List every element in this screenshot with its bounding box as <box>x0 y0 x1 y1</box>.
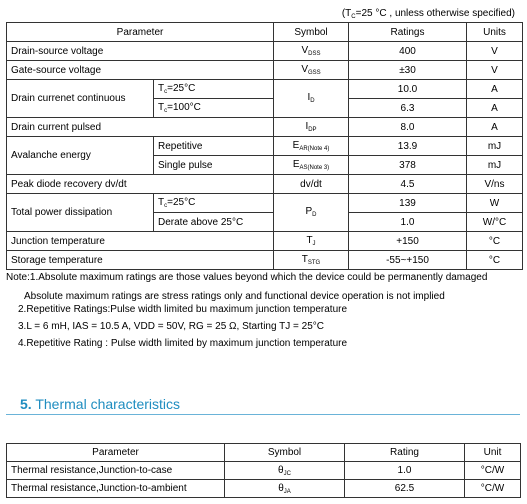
condition-cell: Derate above 25°C <box>154 213 274 232</box>
section-heading <box>20 396 180 412</box>
param-cell: Storage temperature <box>7 251 274 270</box>
param-cell: Junction temperature <box>7 232 274 251</box>
unit-cell: V <box>467 42 523 61</box>
value-cell: 1.0 <box>349 213 467 232</box>
notes-block <box>6 271 520 350</box>
symbol-cell: $\theta_{JC}$ <box>225 462 345 480</box>
unit-cell: W <box>467 194 523 213</box>
table-row <box>7 232 523 251</box>
table-row <box>7 61 523 80</box>
unit-cell: °C/W <box>465 480 521 498</box>
header-rating: Rating <box>345 444 465 462</box>
table-row <box>7 42 523 61</box>
symbol-cell: $I_D$ <box>274 80 349 118</box>
symbol-cell: $I_{DP}$ <box>274 118 349 137</box>
note-1b: Absolute maximum ratings are stress ratings only and functional device operation is not implied <box>24 291 445 302</box>
condition-cell: $T_c=25^\circ C$ <box>154 194 274 213</box>
value-cell: 1.0 <box>345 462 465 480</box>
section-divider <box>6 414 520 415</box>
header-parameter: Parameter <box>7 444 225 462</box>
unit-cell: A <box>467 80 523 99</box>
unit-cell: A <box>467 118 523 137</box>
symbol-cell: $V_{DSS}$ <box>274 42 349 61</box>
unit-cell: °C <box>467 232 523 251</box>
value-cell: 6.3 <box>349 99 467 118</box>
header-units: Units <box>467 23 523 42</box>
note-3: 3.L = 6 mH, IAS = 10.5 A, VDD = 50V, RG = 25 Ω, Starting TJ = 25°C <box>18 321 324 332</box>
unit-cell: V/ns <box>467 175 523 194</box>
symbol-cell: $E_{AR(Note 4)}$ <box>274 137 349 156</box>
absolute-max-ratings-table <box>6 22 523 270</box>
symbol-cell: $T_J$ <box>274 232 349 251</box>
symbol-cell: $E_{AS(Note 3)}$ <box>274 156 349 175</box>
condition-cell: Single pulse <box>154 156 274 175</box>
table-header-row <box>7 444 521 462</box>
table-row <box>7 118 523 137</box>
condition-cell: $T_c=25^\circ C$ <box>154 80 274 99</box>
table-row <box>7 480 521 498</box>
condition-cell: $T_c=100^\circ C$ <box>154 99 274 118</box>
note-1: Note:1.Absolute maximum ratings are those values beyond which the device could be permanently damaged <box>6 272 488 283</box>
header-symbol: Symbol <box>225 444 345 462</box>
param-cell: Drain current pulsed <box>7 118 274 137</box>
header-symbol: Symbol <box>274 23 349 42</box>
value-cell: 62.5 <box>345 480 465 498</box>
table-row <box>7 251 523 270</box>
param-cell: Avalanche energy <box>7 137 154 175</box>
value-cell: 10.0 <box>349 80 467 99</box>
thermal-table <box>6 443 521 498</box>
symbol-cell: dv/dt <box>274 175 349 194</box>
unit-cell: W/°C <box>467 213 523 232</box>
param-cell: Peak diode recovery dv/dt <box>7 175 274 194</box>
table-row <box>7 175 523 194</box>
table-row <box>7 80 523 99</box>
value-cell: 400 <box>349 42 467 61</box>
param-cell: Total power dissipation <box>7 194 154 232</box>
section-title: Thermal characteristics <box>35 396 181 412</box>
value-cell: 8.0 <box>349 118 467 137</box>
table-row <box>7 194 523 213</box>
symbol-cell: $T_{STG}$ <box>274 251 349 270</box>
test-conditions: ($T_C=25$ °C , unless otherwise specified) <box>341 8 515 20</box>
table-row <box>7 137 523 156</box>
section-number: 5. <box>20 396 32 412</box>
unit-cell: V <box>467 61 523 80</box>
param-cell: Thermal resistance,Junction-to-ambient <box>7 480 225 498</box>
param-cell: Drain-source voltage <box>7 42 274 61</box>
table-row <box>7 462 521 480</box>
unit-cell: mJ <box>467 137 523 156</box>
symbol-cell: $P_D$ <box>274 194 349 232</box>
unit-cell: °C/W <box>465 462 521 480</box>
value-cell: -55~+150 <box>349 251 467 270</box>
value-cell: ±30 <box>349 61 467 80</box>
unit-cell: °C <box>467 251 523 270</box>
symbol-cell: $V_{GSS}$ <box>274 61 349 80</box>
note-4: 4.Repetitive Rating : Pulse width limited by maximum junction temperature <box>18 338 348 349</box>
param-cell: Drain currenet continuous <box>7 80 154 118</box>
value-cell: 378 <box>349 156 467 175</box>
condition-cell: Repetitive <box>154 137 274 156</box>
header-unit: Unit <box>465 444 521 462</box>
header-ratings: Ratings <box>349 23 467 42</box>
unit-cell: A <box>467 99 523 118</box>
value-cell: +150 <box>349 232 467 251</box>
unit-cell: mJ <box>467 156 523 175</box>
value-cell: 4.5 <box>349 175 467 194</box>
symbol-cell: $\theta_{JA}$ <box>225 480 345 498</box>
param-cell: Thermal resistance,Junction-to-case <box>7 462 225 480</box>
header-parameter: Parameter <box>7 23 274 42</box>
param-cell: Gate-source voltage <box>7 61 274 80</box>
table-header-row <box>7 23 523 42</box>
value-cell: 13.9 <box>349 137 467 156</box>
note-2: 2.Repetitive Ratings:Pulse width limited bu maximum junction temperature <box>18 304 348 315</box>
value-cell: 139 <box>349 194 467 213</box>
